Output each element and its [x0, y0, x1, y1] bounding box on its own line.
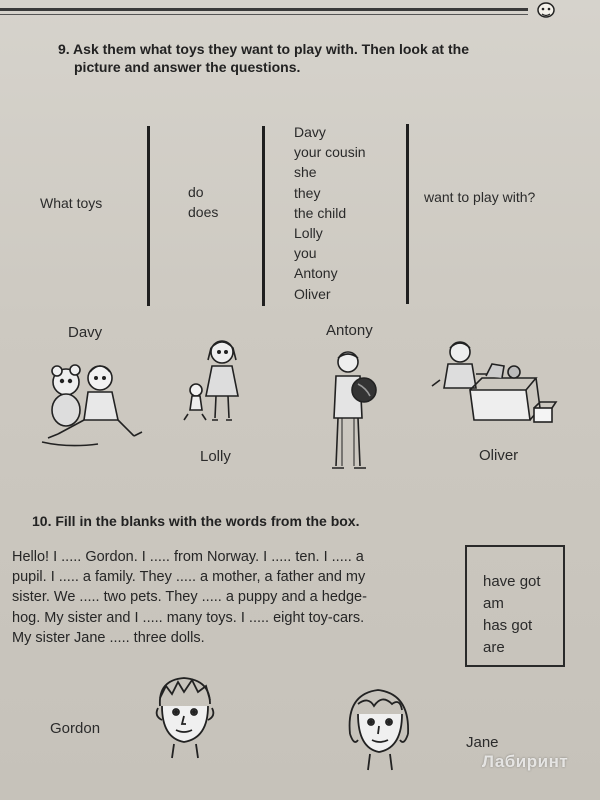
- subject-item: she: [294, 164, 317, 181]
- davy-with-teddy-illustration: [38, 352, 148, 452]
- jane-portrait-illustration: [344, 684, 414, 774]
- table-col-does: does: [188, 204, 219, 220]
- paragraph-line: Hello! I ..... Gordon. I ..... from Norway. I ..... ten. I ..... a: [12, 549, 364, 565]
- exercise-9-heading-line2: picture and answer the questions.: [74, 59, 301, 75]
- gordon-portrait-illustration: [150, 672, 220, 762]
- table-subject-list: [294, 122, 404, 304]
- watermark-logo: Лабиринт: [482, 752, 569, 771]
- label-jane: Jane: [466, 734, 499, 751]
- subject-item: the child: [294, 204, 347, 221]
- label-lolly: Lolly: [200, 448, 231, 465]
- table-col-what-toys: What toys: [40, 195, 103, 211]
- paragraph-line: sister. We ..... two pets. They ..... a puppy and a hedge-: [12, 589, 367, 606]
- label-davy: Davy: [68, 324, 103, 341]
- lolly-with-doll-illustration: [182, 334, 252, 434]
- table-col-want-to-play: want to play with?: [424, 189, 536, 205]
- table-col-do: do: [188, 184, 204, 200]
- paragraph-line: pupil. I ..... a family. They ..... a mother, a father and my: [12, 569, 366, 586]
- table-divider-1: [147, 126, 150, 306]
- table-divider-3: [406, 124, 409, 304]
- word-box-item: am: [483, 595, 504, 612]
- label-gordon: Gordon: [50, 720, 101, 737]
- oliver-with-toybox-illustration: [430, 334, 558, 434]
- subject-item: Oliver: [294, 285, 331, 302]
- fill-in-paragraph: [12, 547, 442, 648]
- exercise-9-heading-line1: 9. Ask them what toys they want to play with. Then look at the: [58, 41, 469, 57]
- subject-item: Davy: [294, 124, 326, 140]
- paragraph-line: My sister Jane ..... three dolls.: [12, 629, 205, 646]
- word-box-item: are: [483, 639, 505, 656]
- corner-mascot-icon: [532, 0, 560, 22]
- top-rule: [0, 8, 528, 11]
- word-box-item: has got: [483, 617, 533, 634]
- top-rule-thin: [0, 14, 528, 15]
- label-oliver: Oliver: [479, 447, 519, 464]
- exercise-9-heading: [58, 40, 568, 76]
- antony-with-ball-illustration: [322, 348, 384, 478]
- subject-item: Lolly: [294, 224, 323, 241]
- exercise-10-heading: 10. Fill in the blanks with the words from the box.: [32, 513, 360, 529]
- paragraph-line: hog. My sister and I ..... many toys. I ..... eight toy-cars.: [12, 609, 365, 626]
- label-antony: Antony: [326, 322, 373, 339]
- word-box: [465, 545, 565, 667]
- table-divider-2: [262, 126, 265, 306]
- subject-item: Antony: [294, 265, 338, 282]
- subject-item: they: [294, 184, 321, 201]
- subject-item: you: [294, 245, 317, 262]
- word-box-item: have got: [483, 573, 541, 590]
- subject-item: your cousin: [294, 144, 366, 161]
